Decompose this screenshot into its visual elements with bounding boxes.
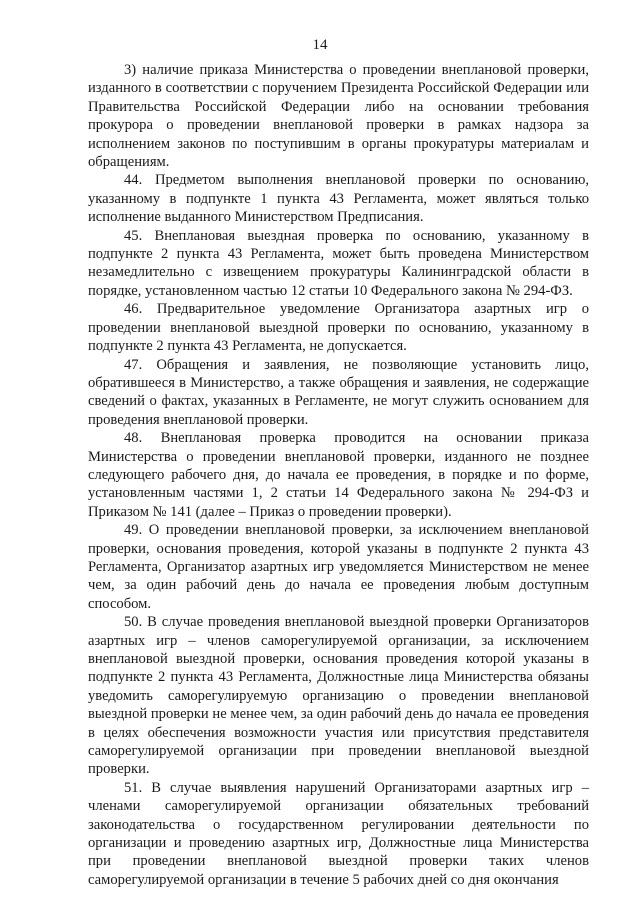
paragraph-49: 49. О проведении внеплановой проверки, за исключением внеплановой проверки, основания проведения, которой указаны в подпункте 2 пункта 43 Регламента, Организатор азартных игр уведомляется Министерством не менее чем, за один рабочий день до начала ее проведения любым доступным способом. [88, 522, 589, 612]
paragraph-51: 51. В случае выявления нарушений Организаторами азартных игр – членами саморегулируемой организации обязательных требований законодательства о государственном регулировании деятельности по организации и проведению азартных игр, Должностные лица Министерства при проведении внеплановой выездной проверки таких членов саморегулируемой организации в течение 5 рабочих дней со дня окончания [88, 779, 589, 888]
paragraph-47: 47. Обращения и заявления, не позволяющие установить лицо, обратившееся в Министерство, а также обращения и заявления, не содержащие сведений о фактах, указанных в Регламенте, не могут служить основанием для проведения внеплановой проверки. [88, 356, 589, 428]
paragraph-45: 45. Внеплановая выездная проверка по основанию, указанному в подпункте 2 пункта 43 Регламента, может быть проведена Министерством незамедлительно с извещением прокуратуры Калининградской области в порядке, установленном частью 12 статьи 10 Федерального закона № 294-ФЗ. [88, 227, 589, 299]
paragraph-50: 50. В случае проведения внеплановой выездной проверки Организаторов азартных игр – членов саморегулируемой организации, за исключением внеплановой выездной проверки, основания проведения которой указаны в подпункте 2 пункта 43 Регламента, Должностные лица Министерства обязаны уведомить саморегулируемую организацию о проведении внеплановой выездной проверки не менее чем, за один рабочий день до начала ее проведения в целях обеспечения возможности участия или присутствия представителя саморегулируемой организации при проведении внеплановой выездной проверки. [88, 614, 589, 778]
paragraph-item-3: 3) наличие приказа Министерства о проведении внеплановой проверки, изданного в соответствии с поручением Президента Российской Федерации или Правительства Российской Федерации либо на основании требования прокурора о проведении внеплановой проверки в рамках надзора за исполнением законов по поступившим в органы прокуратуры материалам и обращениям. [88, 62, 589, 171]
paragraph-48: 48. Внеплановая проверка проводится на основании приказа Министерства о проведении внеплановой проверки, изданного не позднее следующего рабочего дня, до начала ее проведения, в порядке и по форме, установленным частями 1, 2 статьи 14 Федерального закона № 294-ФЗ и Приказом № 141 (далее – Приказ о проведении проверки). [88, 430, 589, 520]
page-number: 14 [312, 37, 328, 53]
paragraph-44: 44. Предметом выполнения внеплановой проверки по основанию, указанному в подпункте 1 пункта 43 Регламента, может являться только исполнение выданного Министерством Предписания. [88, 172, 589, 226]
document-body [88, 61, 589, 889]
paragraph-46: 46. Предварительное уведомление Организатора азартных игр о проведении внеплановой выездной проверки по основанию, указанному в подпункте 2 пункта 43 Регламента, не допускается. [88, 301, 589, 355]
